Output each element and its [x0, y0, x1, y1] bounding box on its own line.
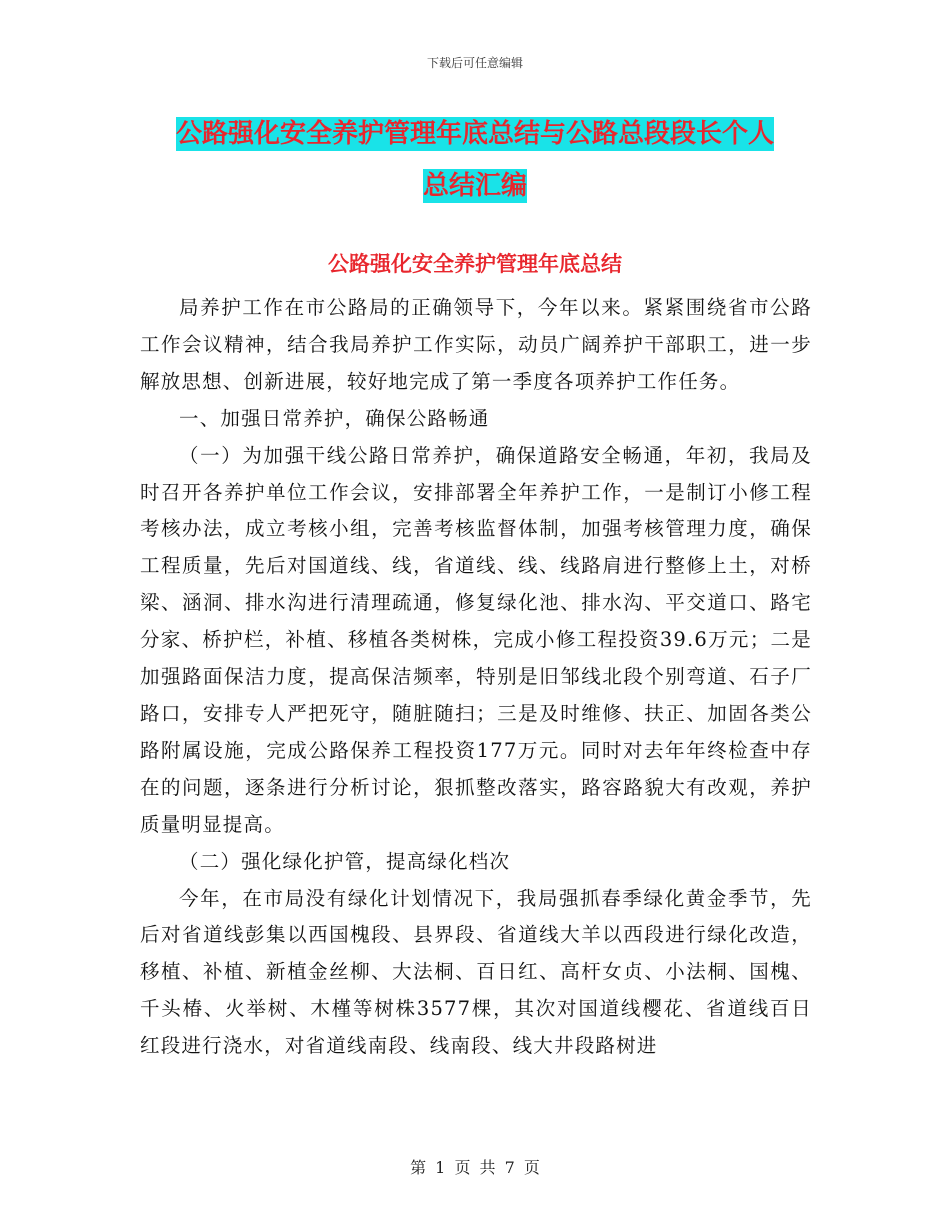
section-title: 公路强化安全养护管理年底总结	[328, 252, 622, 276]
document-title-line-1: 公路强化安全养护管理年底总结与公路总段段长个人	[175, 119, 774, 149]
page-number: 第 1 页 共 7 页	[410, 1158, 540, 1177]
page-header-note: 下载后可任意编辑	[426, 56, 523, 70]
document-title-line-2: 总结汇编	[422, 171, 527, 201]
heading-greening: （二）强化绿化护管，提高绿化档次	[179, 849, 511, 873]
paragraph-intro: 局养护工作在市公路局的正确领导下，今年以来。紧紧围绕省市公路工作会议精神，结合我局养护工作实际，动员广阔养护干部职工，进一步解放思想、创新进展，较好地完成了第一季度各项养护工作任务。	[140, 296, 812, 393]
document-title	[140, 108, 810, 212]
paragraph-daily-maintenance: （一）为加强干线公路日常养护，确保道路安全畅通，年初，我局及时召开各养护单位工作会议，安排部署全年养护工作，一是制订小修工程考核办法，成立考核小组，完善考核监督体制，加强考核管理力度，确保工程质量，先后对国道线、线，省道线、线、线路肩进行整修上土，对桥梁、涵洞、排水沟进行清理疏通，修复绿化池、排水沟、平交道口、路宅分家、桥护栏，补植、移植各类树株，完成小修工程投资39.6万元；二是加强路面保洁力度，提高保洁频率，特别是旧邹线北段个别弯道、石子厂路口，安排专人严把死守，随脏随扫；三是及时维修、扶正、加固各类公路附属设施，完成公路保养工程投资177万元。同时对去年年终检查中存在的问题，逐条进行分析讨论，狠抓整改落实，路容路貌大有改观，养护质量明显提高。	[140, 443, 812, 836]
heading-daily-maintenance: 一、加强日常养护，确保公路畅通	[179, 406, 490, 430]
document-body	[140, 290, 812, 1065]
paragraph-greening: 今年，在市局没有绿化计划情况下，我局强抓春季绿化黄金季节，先后对省道线彭集以西国槐段、县界段、省道线大羊以西段进行绿化改造，移植、补植、新植金丝柳、大法桐、百日红、高杆女贞、小法桐、国槐、千头椿、火举树、木槿等树株3577棵，其次对国道线樱花、省道线百日红段进行浇水，对省道线南段、线南段、线大井段路树进	[140, 886, 812, 1058]
